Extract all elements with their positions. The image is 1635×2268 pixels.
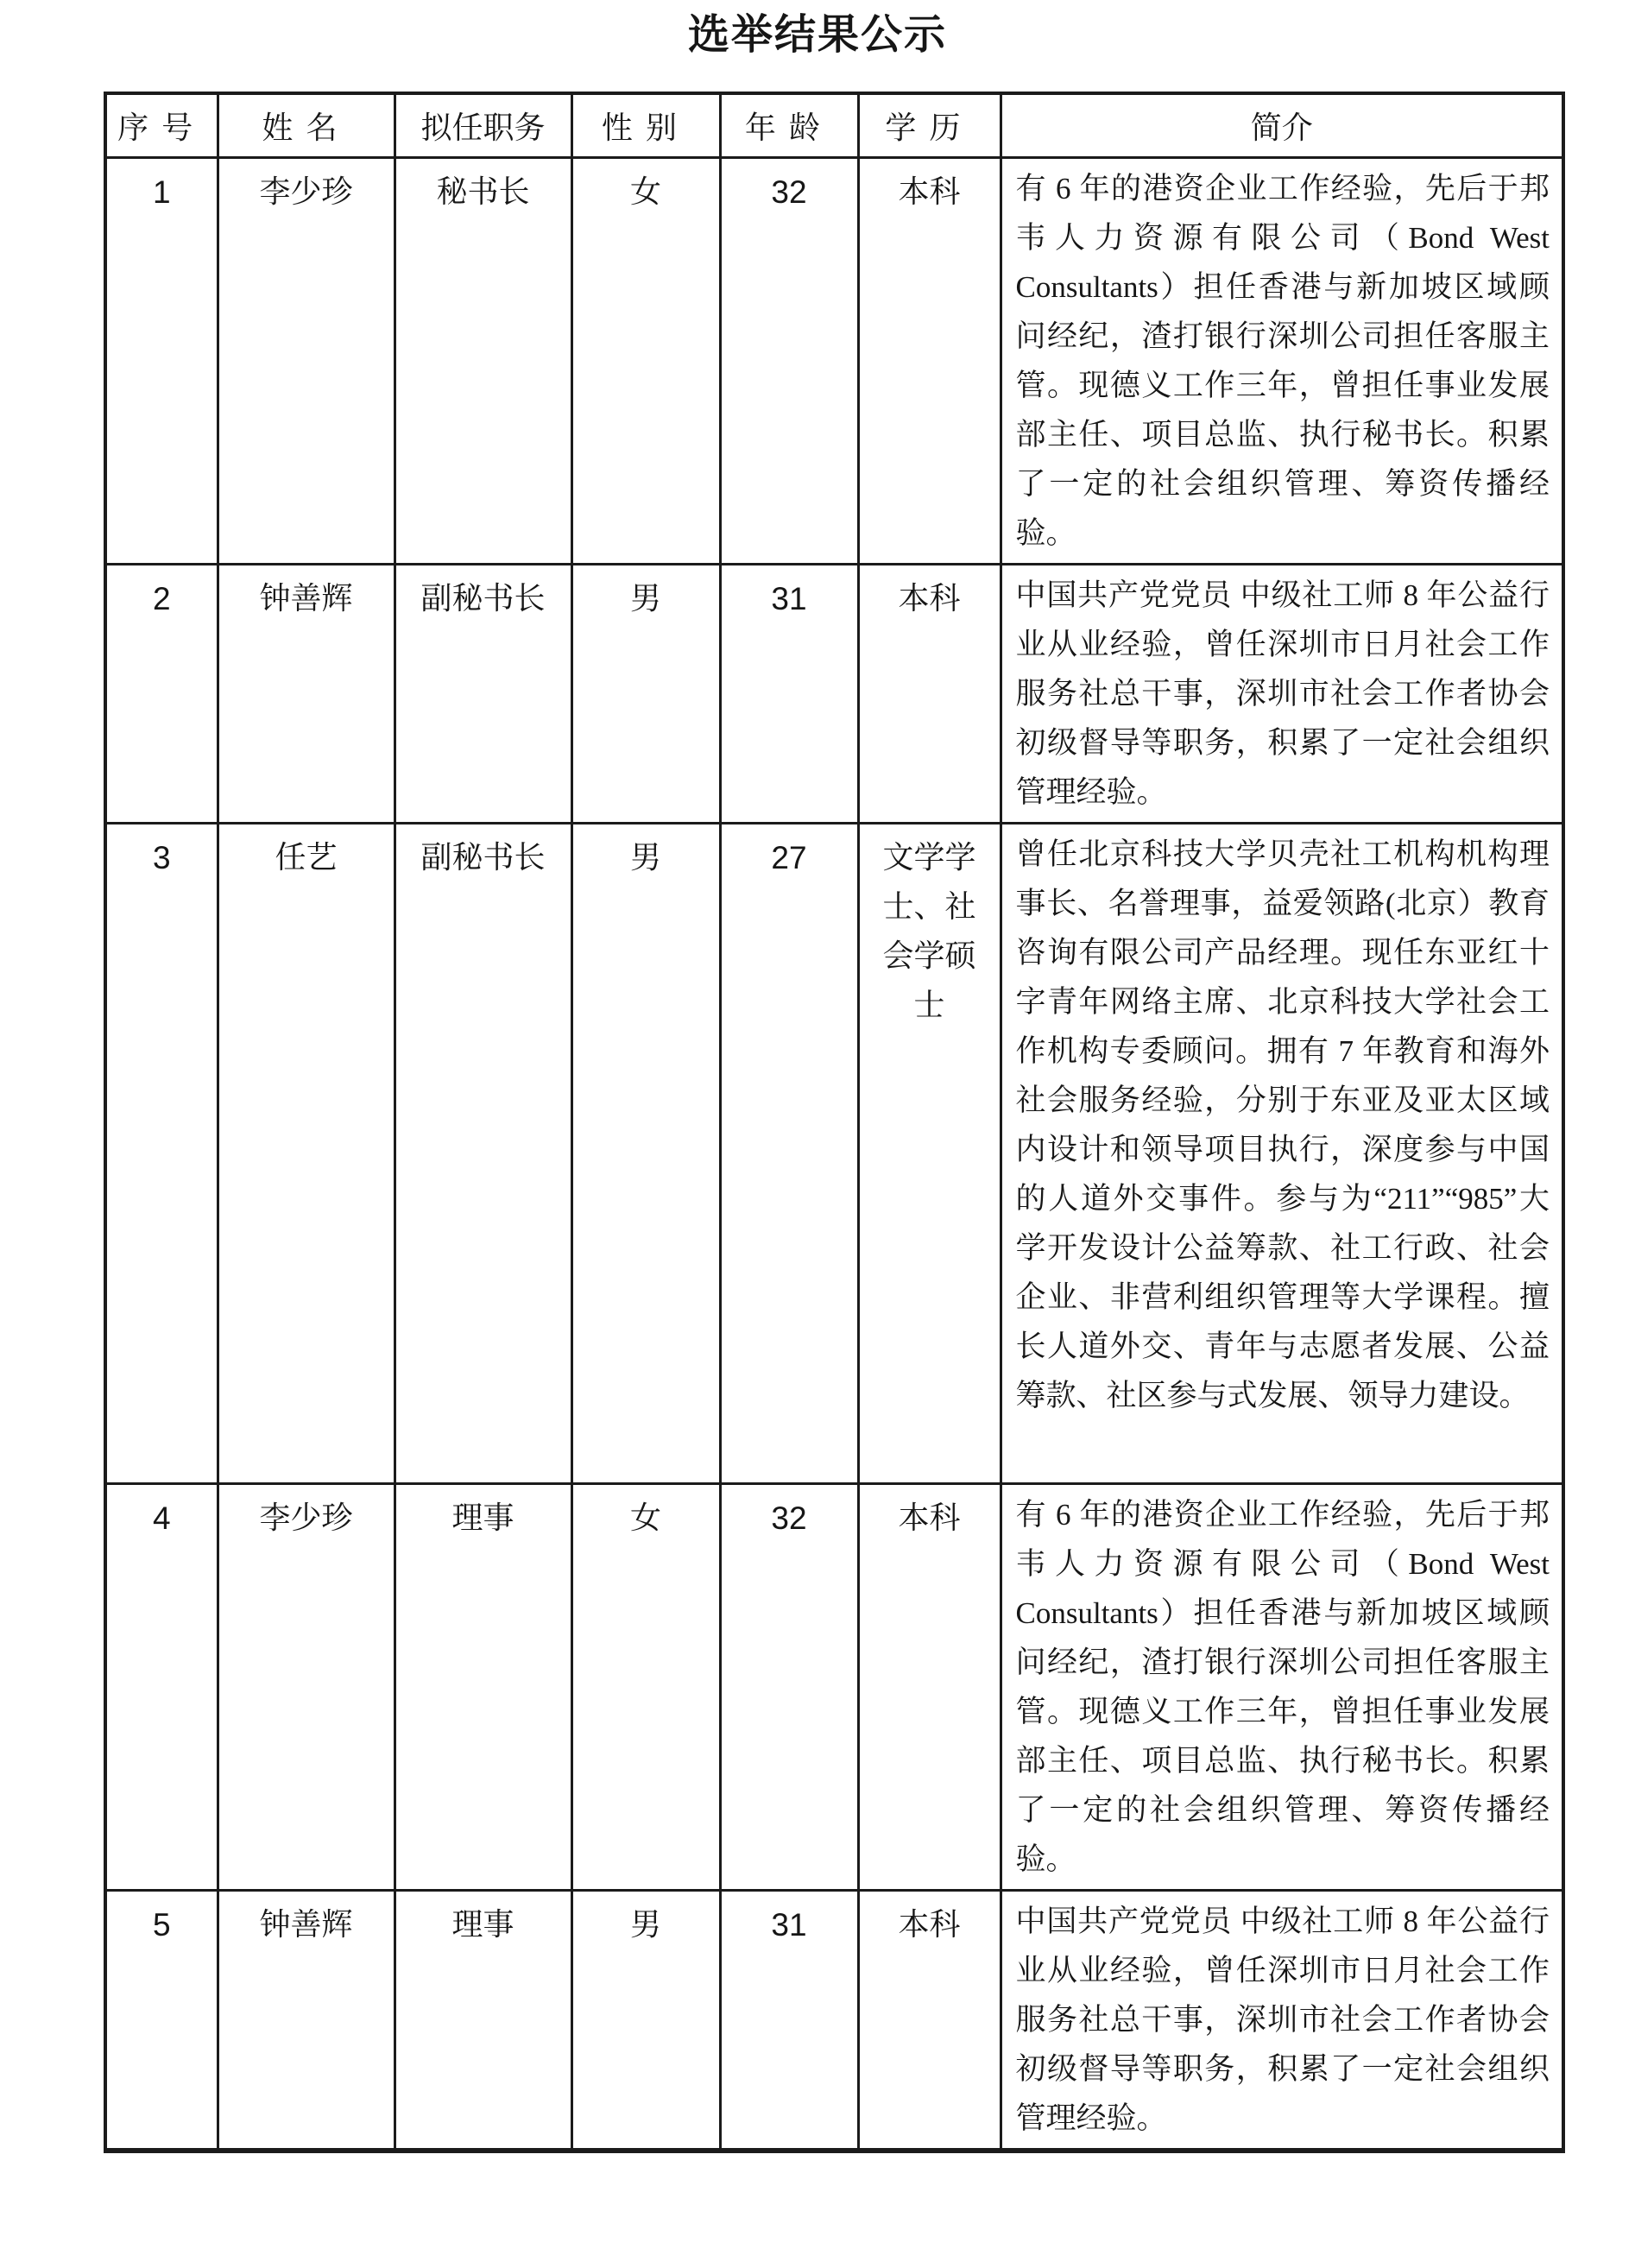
cell-age: 31 (720, 1890, 858, 2151)
cell-no: 1 (105, 157, 218, 564)
cell-education: 本科 (858, 564, 1001, 823)
col-header-age: 年龄 (720, 93, 858, 157)
col-header-education: 学历 (858, 93, 1001, 157)
col-header-bio: 简介 (1001, 93, 1563, 157)
cell-education: 本科 (858, 1483, 1001, 1890)
table-header (105, 93, 1563, 157)
table-row (105, 157, 1563, 564)
cell-position: 副秘书长 (395, 823, 571, 1483)
cell-no: 5 (105, 1890, 218, 2151)
cell-bio: 中国共产党党员 中级社工师 8 年公益行业从业经验，曾任深圳市日月社会工作服务社总干事，深圳市社会工作者协会初级督导等职务，积累了一定社会组织管理经验。 (1001, 564, 1563, 823)
cell-no: 2 (105, 564, 218, 823)
cell-gender: 男 (571, 823, 720, 1483)
col-header-gender: 性别 (571, 93, 720, 157)
table-row (105, 1890, 1563, 2151)
cell-bio: 曾任北京科技大学贝壳社工机构机构理事长、名誉理事，益爱领路(北京）教育咨询有限公司产品经理。现任东亚红十字青年网络主席、北京科技大学社会工作机构专委顾问。拥有 7 年教育和海外社会服务经验，分别于东亚及亚太区域内设计和领导项目执行，深度参与中国的人道外交事件。参与为“211”“985”大学开发设计公益筹款、社工行政、社会企业、非营利组织管理等大学课程。擅长人道外交、青年与志愿者发展、公益筹款、社区参与式发展、领导力建设。 (1001, 823, 1563, 1483)
cell-name: 钟善辉 (218, 1890, 395, 2151)
cell-position: 理事 (395, 1483, 571, 1890)
cell-gender: 女 (571, 1483, 720, 1890)
cell-age: 32 (720, 1483, 858, 1890)
table-row (105, 823, 1563, 1483)
table-row (105, 564, 1563, 823)
cell-bio: 中国共产党党员 中级社工师 8 年公益行业从业经验，曾任深圳市日月社会工作服务社总干事，深圳市社会工作者协会初级督导等职务，积累了一定社会组织管理经验。 (1001, 1890, 1563, 2151)
cell-name: 钟善辉 (218, 564, 395, 823)
table-body (105, 157, 1563, 2151)
cell-age: 27 (720, 823, 858, 1483)
cell-name: 任艺 (218, 823, 395, 1483)
col-header-no: 序号 (105, 93, 218, 157)
cell-bio: 有 6 年的港资企业工作经验，先后于邦韦人力资源有限公司（Bond West Consultants）担任香港与新加坡区域顾问经纪，渣打银行深圳公司担任客服主管。现德义工作三年，曾担任事业发展部主任、项目总监、执行秘书长。积累了一定的社会组织管理、筹资传播经验。 (1001, 1483, 1563, 1890)
cell-name: 李少珍 (218, 1483, 395, 1890)
election-results-table (104, 92, 1565, 2153)
table-row (105, 1483, 1563, 1890)
cell-no: 4 (105, 1483, 218, 1890)
cell-position: 理事 (395, 1890, 571, 2151)
page-title: 选举结果公示 (687, 12, 947, 58)
cell-education: 本科 (858, 1890, 1001, 2151)
cell-gender: 男 (571, 564, 720, 823)
cell-position: 秘书长 (395, 157, 571, 564)
col-header-position: 拟任职务 (395, 93, 571, 157)
cell-gender: 女 (571, 157, 720, 564)
cell-position: 副秘书长 (395, 564, 571, 823)
cell-bio: 有 6 年的港资企业工作经验，先后于邦韦人力资源有限公司（Bond West Consultants）担任香港与新加坡区域顾问经纪，渣打银行深圳公司担任客服主管。现德义工作三年，曾担任事业发展部主任、项目总监、执行秘书长。积累了一定的社会组织管理、筹资传播经验。 (1001, 157, 1563, 564)
header-row (105, 93, 1563, 157)
col-header-name: 姓名 (218, 93, 395, 157)
cell-no: 3 (105, 823, 218, 1483)
cell-education: 文学学士、社会学硕士 (858, 823, 1001, 1483)
cell-name: 李少珍 (218, 157, 395, 564)
cell-education: 本科 (858, 157, 1001, 564)
cell-age: 32 (720, 157, 858, 564)
cell-gender: 男 (571, 1890, 720, 2151)
cell-age: 31 (720, 564, 858, 823)
